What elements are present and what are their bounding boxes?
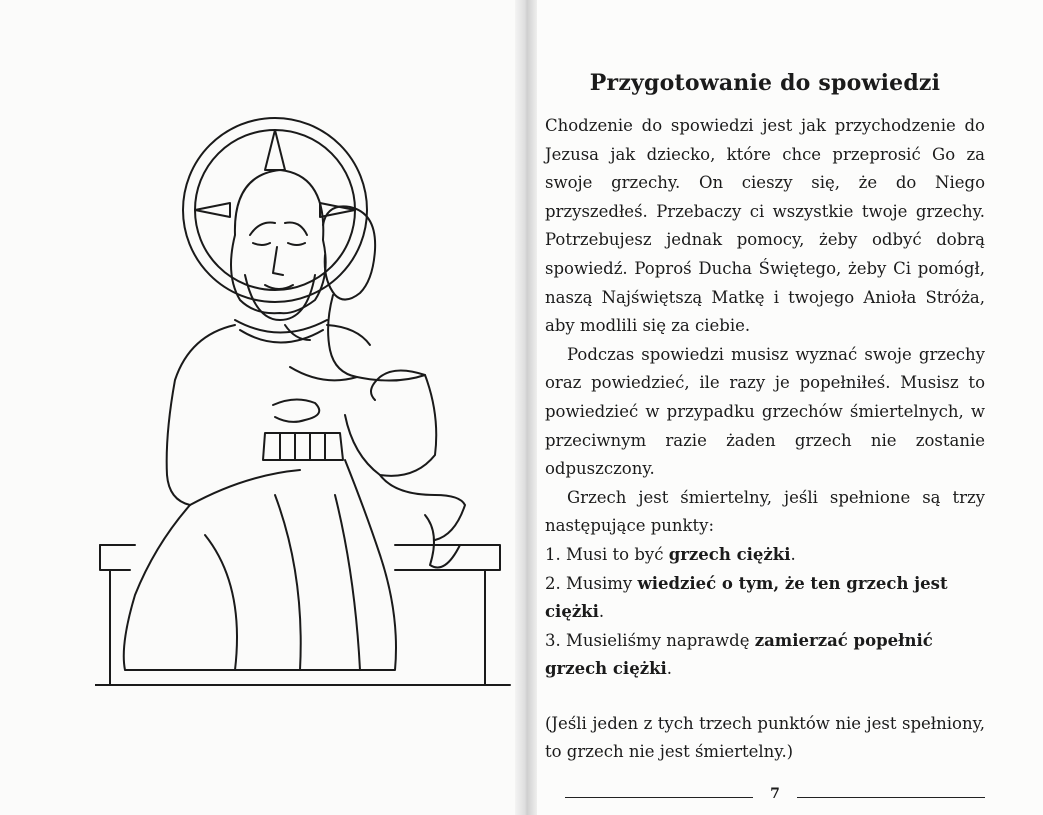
note: (Jeśli jeden z tych trzech punktów nie jest spełniony, to grzech nie jest śmiertelny.) xyxy=(545,713,985,762)
footer-rule-left xyxy=(565,797,753,798)
body-text xyxy=(545,112,985,767)
list-item-number: 1. xyxy=(545,544,561,564)
footer-rule-right xyxy=(797,797,985,798)
list-item-text: Musi to być xyxy=(566,544,669,564)
page-title: Przygotowanie do spowiedzi xyxy=(589,70,941,96)
conditions-list xyxy=(545,541,985,684)
page-number: 7 xyxy=(770,786,780,802)
paragraph-mortal-sin: Grzech jest śmiertelny, jeśli spełnione są trzy następujące punkty: xyxy=(545,487,985,536)
paragraph-intro: Chodzenie do spowiedzi jest jak przychodzenie do Jezusa jak dziecko, które chce przeprosić Go za swoje grzechy. On cieszy się, że do Niego przyszedłeś. Przebaczy ci wszystkie twoje grzechy. Potrzebujesz jednak pomocy, żeby odbyć dobrą spowiedź. Poproś Ducha Świętego, żeby Ci pomógł, naszą Najświętszą Matkę i twojego Anioła Stróża, aby modlili się za ciebie. xyxy=(545,116,985,336)
list-item-number: 3. xyxy=(545,630,561,650)
list-item-text: Musieliśmy naprawdę xyxy=(566,630,755,650)
list-item xyxy=(545,627,985,684)
paragraph-confession: Podczas spowiedzi musisz wyznać swoje grzechy oraz powiedzieć, ile razy je popełniłeś. Musisz to powiedzieć w przypadku grzechów śmiertelnych, w przeciwnym razie żaden grzech nie zostanie odpuszczony. xyxy=(545,344,985,479)
page-footer xyxy=(565,786,985,806)
list-item-end: . xyxy=(666,659,673,679)
jesus-with-child-illustration xyxy=(95,115,515,695)
book-gutter xyxy=(515,0,537,815)
list-item-bold: grzech ciężki xyxy=(668,544,791,564)
list-item-text: Musimy xyxy=(566,573,638,593)
list-item-bold: wiedzieć o tym, że ten grzech jest ciężki xyxy=(545,573,948,622)
left-page xyxy=(0,0,520,815)
list-item-end: . xyxy=(598,602,605,622)
list-item-end: . xyxy=(790,544,796,564)
list-item-number: 2. xyxy=(545,573,561,593)
list-item xyxy=(545,541,985,570)
list-item xyxy=(545,570,985,627)
list-item-bold: zamierzać popełnić grzech ciężki xyxy=(545,630,933,679)
